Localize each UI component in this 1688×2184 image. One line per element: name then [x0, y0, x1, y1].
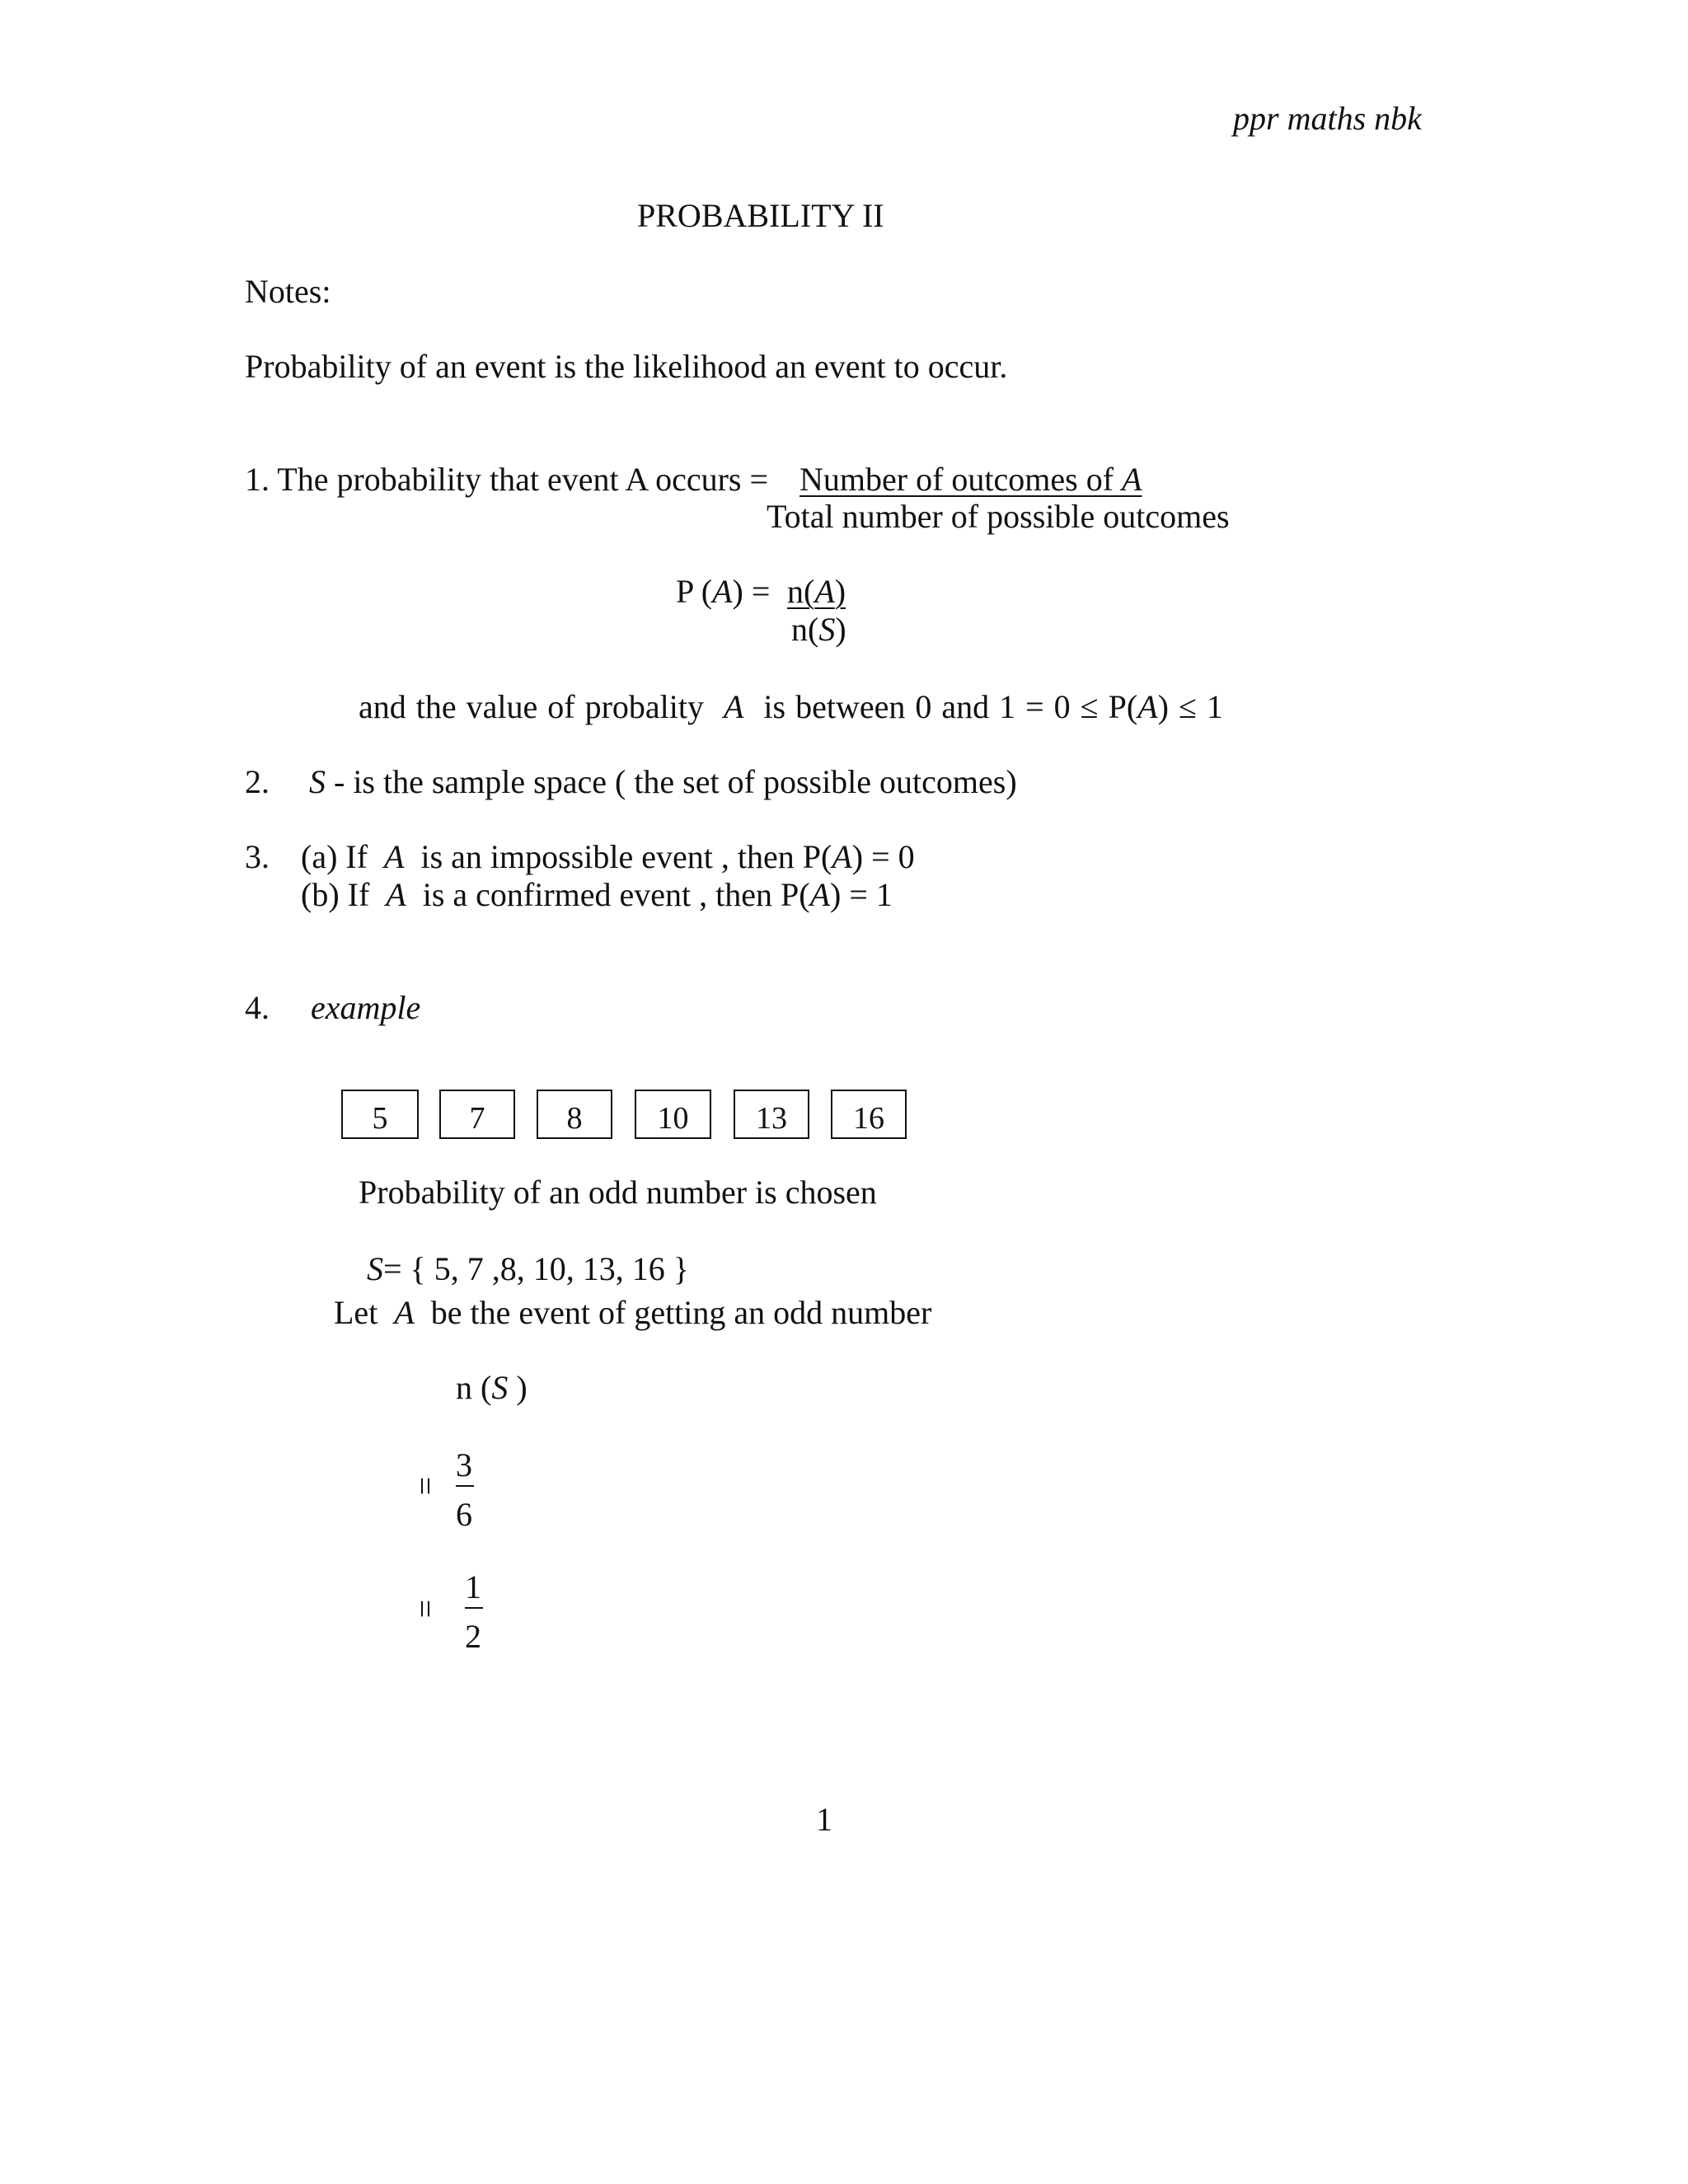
fraction2-numerator: 1 — [465, 1568, 481, 1605]
formula-lhs: P (A) = — [676, 573, 771, 610]
item1-denominator: Total number of possible outcomes — [767, 498, 1230, 535]
example-question: Probability of an odd number is chosen — [359, 1174, 877, 1211]
item3-number: 3. — [245, 838, 270, 875]
notes-label: Notes: — [245, 273, 331, 310]
page-title: PROBABILITY II — [637, 197, 884, 234]
definition-text: Probability of an event is the likelihood an event to occur. — [245, 348, 1008, 385]
sample-space: S= { 5, 7 ,8, 10, 13, 16 } — [367, 1250, 689, 1287]
item1-numerator: Number of outcomes of A — [799, 461, 1142, 498]
number-card: 10 — [635, 1090, 711, 1139]
item2-text: S - is the sample space ( the set of possible outcomes) — [309, 763, 1017, 800]
n-of-s: n (S ) — [456, 1369, 528, 1406]
item4-number: 4. — [245, 989, 270, 1026]
equals-sign: = — [406, 1476, 444, 1496]
page-number: 1 — [816, 1801, 832, 1838]
number-card: 13 — [734, 1090, 809, 1139]
number-card: 16 — [831, 1090, 907, 1139]
fraction2-bar — [465, 1607, 483, 1609]
fraction1-denominator: 6 — [456, 1496, 472, 1533]
item4-label: example — [311, 989, 421, 1026]
header-author: ppr maths nbk — [1233, 100, 1422, 137]
equals-sign: = — [406, 1599, 444, 1619]
formula-denominator: n(S) — [791, 611, 846, 648]
fraction1-bar — [456, 1485, 474, 1487]
let-line: Let A be the event of getting an odd number — [334, 1294, 932, 1331]
number-card: 5 — [341, 1090, 419, 1139]
fraction1-numerator: 3 — [456, 1446, 472, 1483]
item1-lead: 1. The probability that event A occurs = — [245, 461, 769, 498]
item3-a: (a) If A is an impossible event , then P(A) = 0 — [301, 838, 915, 875]
item3-b: (b) If A is a confirmed event , then P(A) = 1 — [301, 876, 893, 913]
formula-numerator: n(A) — [787, 573, 846, 610]
number-card: 7 — [439, 1090, 515, 1139]
fraction2-denominator: 2 — [465, 1618, 481, 1655]
item2-number: 2. — [245, 763, 270, 800]
number-card: 8 — [537, 1090, 612, 1139]
range-line: and the value of probality A is between 0 and 1 = 0 ≤ P(A) ≤ 1 — [359, 688, 1223, 725]
